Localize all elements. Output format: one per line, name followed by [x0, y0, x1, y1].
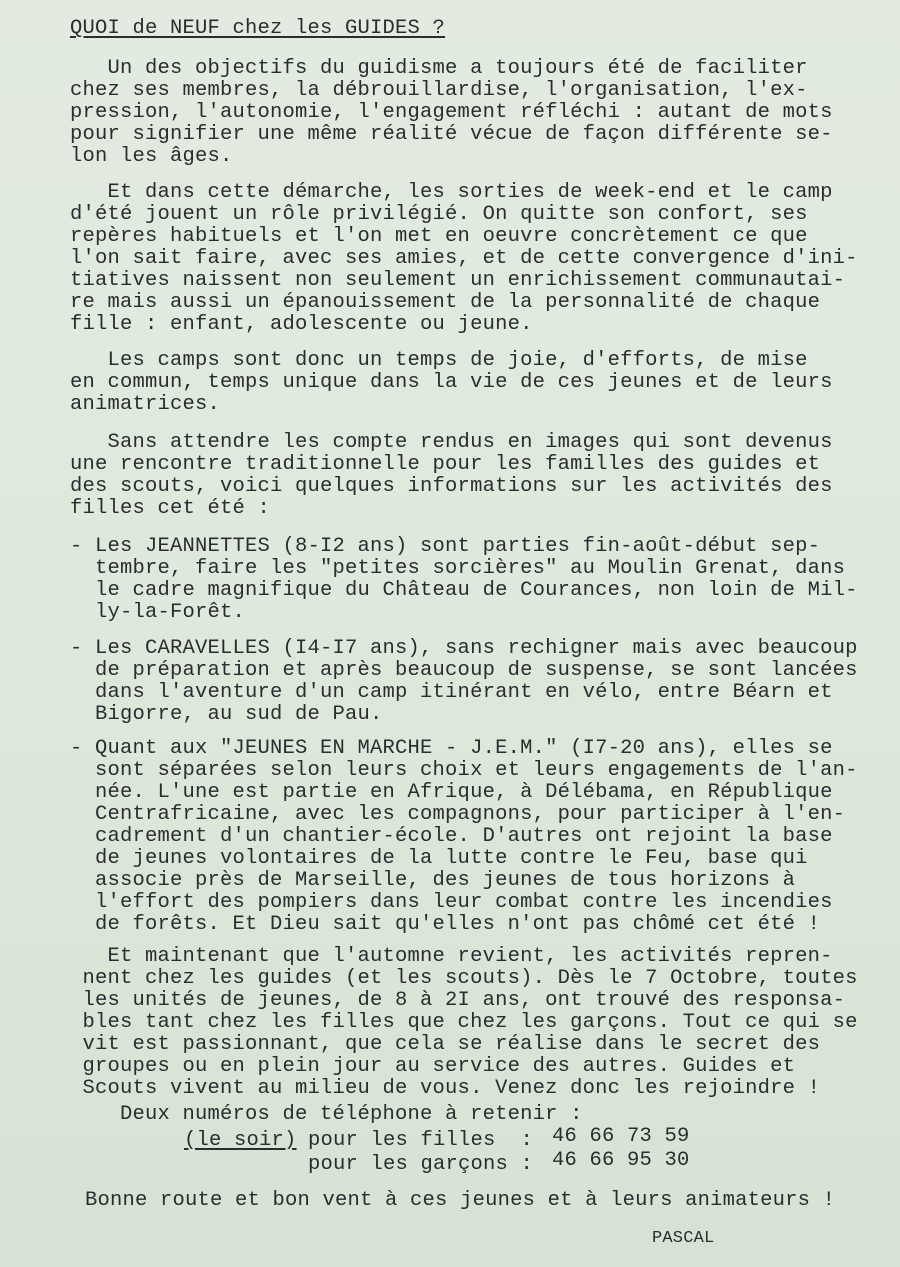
- text-line: fille : enfant, adolescente ou jeune.: [70, 313, 533, 336]
- text-line: cadrement d'un chantier-école. D'autres ont rejoint la base: [70, 825, 833, 848]
- text-line: pression, l'autonomie, l'engagement réfléchi : autant de mots: [70, 101, 833, 124]
- document-title: QUOI de NEUF chez les GUIDES ?: [70, 17, 446, 40]
- text-line: - Les JEANNETTES (8-I2 ans) sont parties fin-août-début sep-: [70, 535, 821, 558]
- text-line: tiatives naissent non seulement un enrichissement communautai-: [70, 269, 846, 292]
- text-line: nent chez les guides (et les scouts). Dès le 7 Octobre, toutes: [70, 967, 858, 990]
- text-line: Un des objectifs du guidisme a toujours été de faciliter: [70, 57, 808, 80]
- signature: PASCAL: [652, 1229, 715, 1248]
- text-line: vit est passionnant, que cela se réalise dans le secret des: [70, 1033, 821, 1056]
- text-line: Et maintenant que l'automne revient, les activités repren-: [70, 945, 833, 968]
- text-line: chez ses membres, la débrouillardise, l'organisation, l'ex-: [70, 79, 808, 102]
- boys-phone-number: 46 66 95 30: [552, 1149, 690, 1172]
- text-line: bles tant chez les filles que chez les garçons. Tout ce qui se: [70, 1011, 858, 1034]
- phone-intro: Deux numéros de téléphone à retenir :: [70, 1103, 583, 1126]
- text-line: Sans attendre les compte rendus en images qui sont devenus: [70, 431, 833, 454]
- text-line: l'on sait faire, avec ses amies, et de cette convergence d'ini-: [70, 247, 858, 270]
- text-line: Scouts vivent au milieu de vous. Venez donc les rejoindre !: [70, 1077, 821, 1100]
- boys-phone-label: pour les garçons :: [308, 1153, 534, 1176]
- girls-phone-label: pour les filles :: [308, 1129, 534, 1152]
- evening-note: (le soir): [184, 1129, 297, 1152]
- text-line: Bigorre, au sud de Pau.: [70, 703, 383, 726]
- text-line: de jeunes volontaires de la lutte contre le Feu, base qui: [70, 847, 808, 870]
- text-line: pour signifier une même réalité vécue de façon différente se-: [70, 123, 833, 146]
- text-line: le cadre magnifique du Château de Courances, non loin de Mil-: [70, 579, 858, 602]
- text-line: les unités de jeunes, de 8 à 2I ans, ont trouvé des responsa-: [70, 989, 846, 1012]
- text-line: Et dans cette démarche, les sorties de week-end et le camp: [70, 181, 833, 204]
- text-line: - Quant aux "JEUNES EN MARCHE - J.E.M." (I7-20 ans), elles se: [70, 737, 833, 760]
- text-line: tembre, faire les "petites sorcières" au Moulin Grenat, dans: [70, 557, 846, 580]
- text-line: Les camps sont donc un temps de joie, d'efforts, de mise: [70, 349, 808, 372]
- text-line: de préparation et après beaucoup de suspense, se sont lancées: [70, 659, 858, 682]
- closing-line: Bonne route et bon vent à ces jeunes et à leurs animateurs !: [60, 1189, 836, 1212]
- girls-phone-number: 46 66 73 59: [552, 1125, 690, 1148]
- text-line: de forêts. Et Dieu sait qu'elles n'ont pas chômé cet été !: [70, 913, 821, 936]
- text-line: re mais aussi un épanouissement de la personnalité de chaque: [70, 291, 821, 314]
- text-line: sont séparées selon leurs choix et leurs engagements de l'an-: [70, 759, 858, 782]
- text-line: en commun, temps unique dans la vie de ces jeunes et de leurs: [70, 371, 833, 394]
- text-line: née. L'une est partie en Afrique, à Délébama, en République: [70, 781, 833, 804]
- text-line: associe près de Marseille, des jeunes de tous horizons à: [70, 869, 796, 892]
- text-line: animatrices.: [70, 393, 221, 416]
- text-line: ly-la-Forêt.: [70, 601, 246, 624]
- text-line: lon les âges.: [70, 145, 233, 168]
- text-line: repères habituels et l'on met en oeuvre concrètement ce que: [70, 225, 808, 248]
- text-line: une rencontre traditionnelle pour les familles des guides et: [70, 453, 821, 476]
- text-line: dans l'aventure d'un camp itinérant en vélo, entre Béarn et: [70, 681, 833, 704]
- text-line: groupes ou en plein jour au service des autres. Guides et: [70, 1055, 796, 1078]
- text-line: Centrafricaine, avec les compagnons, pour participer à l'en-: [70, 803, 846, 826]
- text-line: l'effort des pompiers dans leur combat contre les incendies: [70, 891, 833, 914]
- text-line: d'été jouent un rôle privilégié. On quitte son confort, ses: [70, 203, 808, 226]
- text-line: des scouts, voici quelques informations sur les activités des: [70, 475, 833, 498]
- text-line: filles cet été :: [70, 497, 271, 520]
- text-line: - Les CARAVELLES (I4-I7 ans), sans rechigner mais avec beaucoup: [70, 637, 858, 660]
